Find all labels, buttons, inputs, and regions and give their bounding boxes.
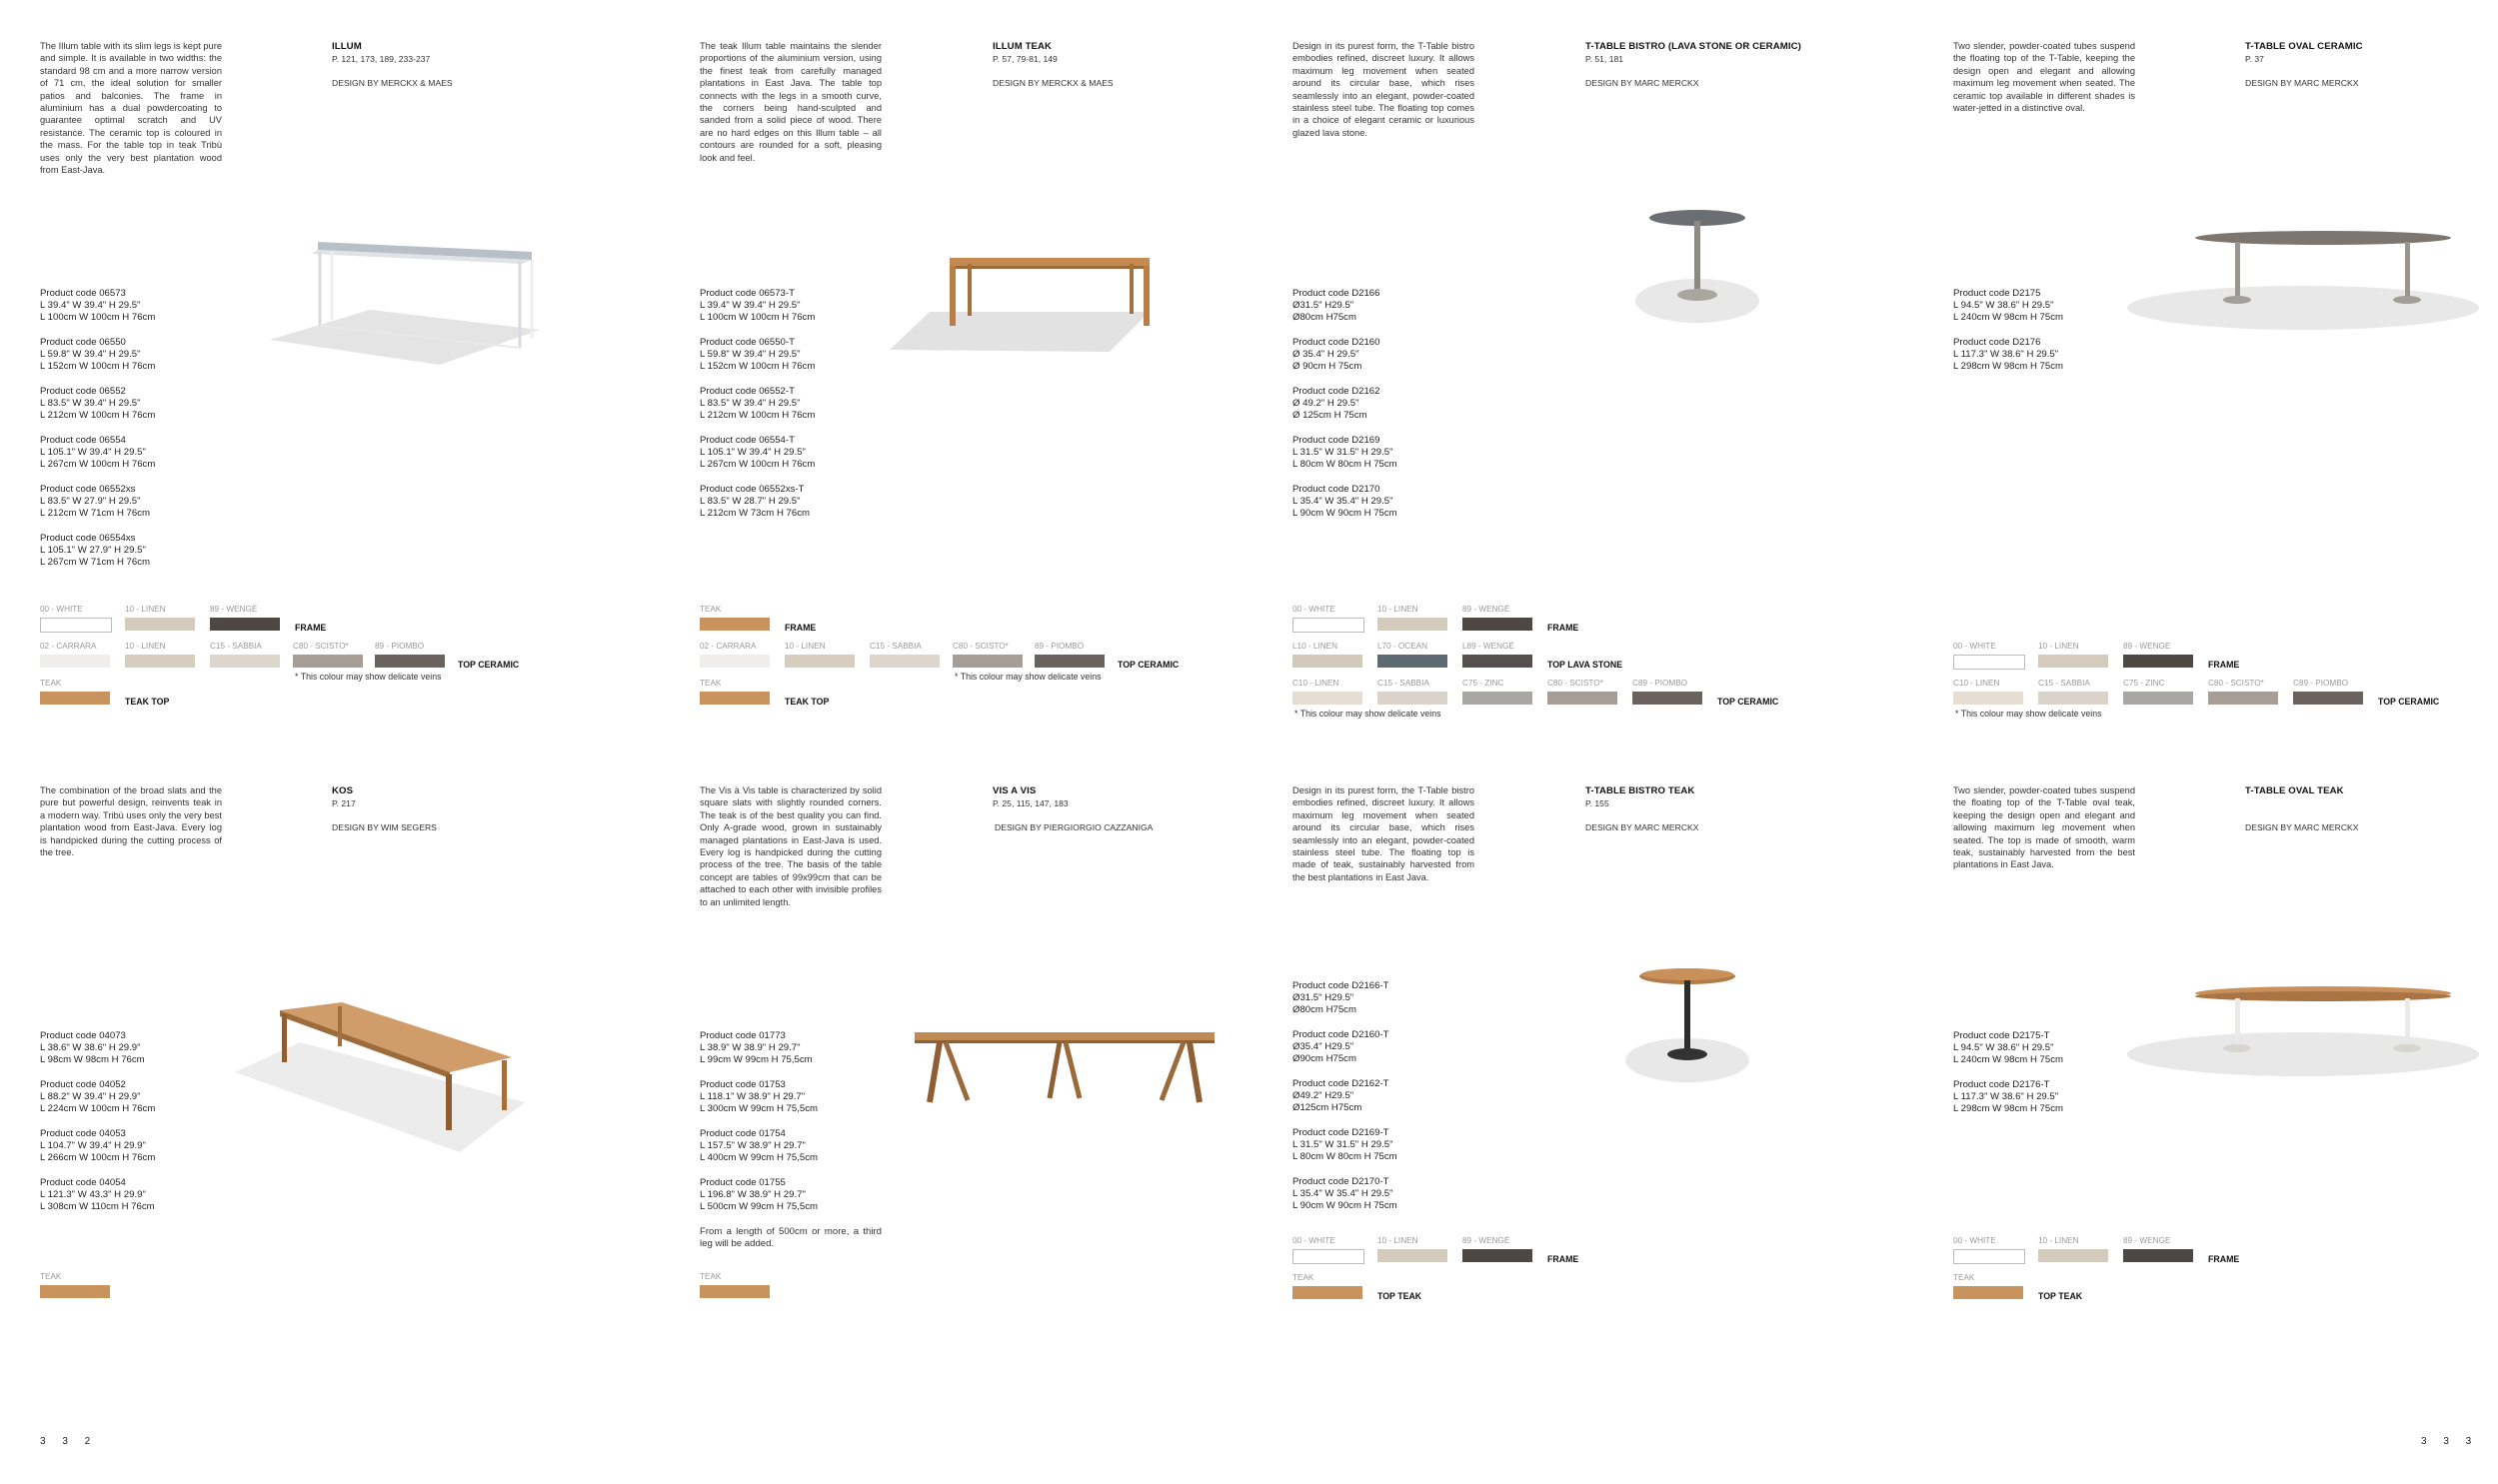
swatch-label: 89 - PIOMBO [1035, 642, 1085, 651]
swatch-label: C75 - ZINC [1462, 679, 1504, 688]
swatch-label: C89 - PIOMBO [2293, 679, 2349, 688]
product-designer: DESIGN BY MERCKX & MAES [993, 78, 1114, 88]
swatch-row-label: TOP LAVA STONE [1547, 660, 1623, 670]
swatch-label: 00 - WHITE [1292, 1236, 1335, 1245]
product-description: Design in its purest form, the T-Table bistro embodies refined, discreet luxury. It allows maximum leg movement when seated around its circular base, which rises seamlessly into an elegant, powder-coated stainless steel tube. The floating top comes in a choice of elegant ceramic or luxurious glazed lava stone. [1292, 41, 1474, 138]
swatch-label: 10 - LINEN [1377, 1236, 1418, 1245]
swatch-note: * This colour may show delicate veins [295, 672, 442, 682]
color-swatch[interactable] [1292, 618, 1364, 633]
color-swatch[interactable] [40, 692, 110, 705]
swatch-label: 89 - WENGÉ [1462, 1236, 1510, 1245]
swatch-label: TEAK [40, 1272, 62, 1281]
product-description: Two slender, powder-coated tubes suspend the floating top of the T-Table oval teak, keeping the design open and elegant and allowing maximum leg movement when seated. The top is made of smooth, warm teak, sustainably harvested from the best plantations in East Java. [1953, 785, 2135, 870]
color-swatch[interactable] [1035, 655, 1105, 668]
illum-teak-table-image [890, 250, 1170, 360]
product-code-entry: Product code 04054 L 121.3" W 43.3" H 29.9" L 308cm W 110cm H 76cm [40, 1177, 155, 1213]
product-code-entry: Product code 06552xs-T L 83.5" W 28.7" H 29.5" L 212cm W 73cm H 76cm [700, 484, 811, 520]
page-number-right: 3 3 3 [2421, 1436, 2479, 1447]
swatch-row-label: FRAME [785, 623, 817, 633]
swatch-label: TEAK [700, 1272, 722, 1281]
swatch-label: 00 - WHITE [1953, 642, 1996, 651]
product-block-illum-teak [660, 0, 1259, 740]
product-title: KOS [332, 785, 354, 796]
swatch-label: TEAK [40, 679, 62, 688]
swatch-label: C15 - SABBIA [210, 642, 262, 651]
product-code-entry: Product code D2170-T L 35.4" W 35.4" H 29.5" L 90cm W 90cm H 75cm [1292, 1176, 1397, 1212]
product-codes [40, 288, 155, 582]
product-title: ILLUM [332, 41, 362, 52]
color-swatch[interactable] [40, 618, 112, 633]
swatch-label: C80 - SCISTO* [1547, 679, 1603, 688]
product-code-entry: Product code 01773 L 38.9" W 38.9" H 29.7" L 99cm W 99cm H 75,5cm [700, 1030, 813, 1066]
swatch-label: C15 - SABBIA [2038, 679, 2090, 688]
color-swatch[interactable] [700, 655, 770, 668]
product-code-entry: Product code 06552xs L 83.5" W 27.9" H 29.5" L 212cm W 71cm H 76cm [40, 484, 151, 520]
product-code-entry: Product code D2176 L 117.3" W 38.6" H 29.5" L 298cm W 98cm H 75cm [1953, 337, 2064, 373]
product-code-entry: Product code D2175-T L 94.5" W 38.6" H 29.5" L 240cm W 98cm H 75cm [1953, 1030, 2064, 1066]
swatch-row-label: FRAME [1547, 1254, 1579, 1264]
swatch-label: C80 - SCISTO* [953, 642, 1009, 651]
swatch-label: 89 - WENGÉ [210, 605, 258, 614]
swatch-label: 00 - WHITE [1953, 1236, 1996, 1245]
product-code-entry: Product code D2170 L 35.4" W 35.4" H 29.5" L 90cm W 90cm H 75cm [1292, 484, 1397, 520]
product-page-refs: P. 121, 173, 189, 233-237 [332, 54, 431, 64]
product-designer: DESIGN BY MARC MERCKX [1585, 822, 1699, 832]
color-swatch[interactable] [1953, 692, 2023, 705]
swatch-label: C80 - SCISTO* [2208, 679, 2264, 688]
swatch-label: L89 - WENGÉ [1462, 642, 1514, 651]
color-swatch[interactable] [210, 618, 280, 631]
t-table-bistro-teak-image [1607, 964, 1767, 1084]
color-swatch[interactable] [785, 655, 855, 668]
color-swatch[interactable] [1292, 1286, 1362, 1299]
color-swatch[interactable] [1632, 692, 1702, 705]
swatch-row-label: TOP CERAMIC [1118, 660, 1180, 670]
product-code-entry: Product code 04073 L 38.6" W 38.6" H 29.9" L 98cm W 98cm H 76cm [40, 1030, 145, 1066]
color-swatch[interactable] [2208, 692, 2278, 705]
swatch-row-label: TOP TEAK [2038, 1291, 2083, 1301]
swatch-label: 89 - WENGE [2123, 642, 2171, 651]
color-swatch[interactable] [1547, 692, 1617, 705]
color-swatch[interactable] [1462, 1249, 1532, 1262]
swatch-label: L70 - OCEAN [1377, 642, 1428, 651]
swatch-row-label: FRAME [295, 623, 327, 633]
swatch-label: C15 - SABBIA [1377, 679, 1429, 688]
product-code-entry: Product code D2169 L 31.5" W 31.5" H 29.5" L 80cm W 80cm H 75cm [1292, 435, 1397, 471]
color-swatch[interactable] [2123, 655, 2193, 668]
product-description: Design in its purest form, the T-Table bistro embodies refined, discreet luxury. It allows maximum leg movement when seated around its circular base, which rises seamlessly into an elegant, powder-coated stainless steel tube. The floating top is made of teak, sustainably harvested from the best plantations in East Java. [1292, 785, 1474, 882]
swatch-label: C10 - LINEN [1953, 679, 2000, 688]
color-swatch[interactable] [375, 655, 445, 668]
product-designer: DESIGN BY MARC MERCKX [2245, 822, 2359, 832]
product-code-entry: Product code 06552-T L 83.5" W 39.4" H 29.5" L 212cm W 100cm H 76cm [700, 386, 816, 422]
kos-table-image [230, 1002, 530, 1162]
swatch-label: TEAK [700, 679, 722, 688]
color-swatch[interactable] [1292, 1249, 1364, 1264]
vis-a-vis-table-image [910, 1030, 1220, 1110]
product-code-entry: Product code D2169-T L 31.5" W 31.5" H 29.5" L 80cm W 80cm H 75cm [1292, 1127, 1397, 1163]
swatch-label: 89 - WENGÉ [1462, 605, 1510, 614]
product-codes [40, 1030, 155, 1226]
color-swatch[interactable] [2038, 655, 2108, 668]
product-code-entry: Product code D2166 Ø31.5" H29.5" Ø80cm H75cm [1292, 288, 1380, 324]
color-swatch[interactable] [1462, 655, 1532, 668]
product-block-t-table-bistro-teak [1252, 744, 1892, 1344]
color-swatch[interactable] [2293, 692, 2363, 705]
swatch-label: TEAK [1953, 1273, 1975, 1282]
product-code-entry: Product code D2160-T Ø35.4" H29.5" Ø90cm H75cm [1292, 1029, 1389, 1065]
swatch-row-label: TEAK TOP [785, 697, 830, 707]
product-page-refs: P. 37 [2245, 54, 2264, 64]
product-code-entry: Product code 06554 L 105.1" W 39.4" H 29.5" L 267cm W 100cm H 76cm [40, 435, 156, 471]
product-description: The Vis à Vis table is characterized by solid square slats with slightly rounded corners. The teak is of the best quality you can find. Only A-grade wood, grown in sustainably managed plantations in East-Java is used. Every log is handpicked during the cutting process of the tree. The basis of the table concept are tables of 99x99cm that can be attached to each other with invisible profiles to an unlimited length. [700, 785, 882, 907]
product-description: Two slender, powder-coated tubes suspend the floating top of the T-Table, keeping the design open and elegant and allowing maximum leg movement when seated. The ceramic top available in different shades is water-jetted in a distinctive oval. [1953, 41, 2135, 114]
color-swatch[interactable] [700, 1285, 770, 1298]
product-page-refs: P. 155 [1585, 798, 1609, 808]
color-swatch[interactable] [870, 655, 940, 668]
swatch-row-label: TOP CERAMIC [1717, 697, 1779, 707]
product-codes [1292, 288, 1397, 533]
swatch-label: L10 - LINEN [1292, 642, 1338, 651]
product-designer: DESIGN BY MARC MERCKX [2245, 78, 2359, 88]
color-swatch[interactable] [125, 655, 195, 668]
product-page-refs: P. 51, 181 [1585, 54, 1624, 64]
color-swatch[interactable] [1377, 1249, 1447, 1262]
color-swatch[interactable] [2123, 692, 2193, 705]
color-swatch[interactable] [2038, 692, 2108, 705]
product-code-entry: Product code 06550 L 59.8" W 39.4" H 29.5" L 152cm W 100cm H 76cm [40, 337, 156, 373]
swatch-label: 10 - LINEN [125, 642, 166, 651]
product-code-entry: Product code 06552 L 83.5" W 39.4" H 29.5" L 212cm W 100cm H 76cm [40, 386, 156, 422]
swatch-row-label: TOP CERAMIC [2378, 697, 2440, 707]
product-page-refs: P. 217 [332, 798, 356, 808]
product-page-refs: P. 57, 79-81, 149 [993, 54, 1058, 64]
color-swatch[interactable] [1377, 618, 1447, 631]
product-code-entry: Product code 06554xs L 105.1" W 27.9" H 29.5" L 267cm W 71cm H 76cm [40, 533, 151, 569]
color-swatch[interactable] [210, 655, 280, 668]
swatch-label: 10 - LINEN [785, 642, 826, 651]
product-extra-note: From a length of 500cm or more, a third leg will be added. [700, 1226, 882, 1250]
product-designer: DESIGN BY MERCKX & MAES [332, 78, 453, 88]
product-code-entry: Product code 06573-T L 39.4" W 39.4" H 29.5" L 100cm W 100cm H 76cm [700, 288, 816, 324]
swatch-label: 02 - CARRARA [700, 642, 757, 651]
product-code-entry: Product code D2160 Ø 35.4" H 29.5" Ø 90cm H 75cm [1292, 337, 1380, 373]
product-codes [700, 288, 815, 533]
product-code-entry: Product code 06554-T L 105.1" W 39.4" H 29.5" L 267cm W 100cm H 76cm [700, 435, 816, 471]
product-title: T-TABLE BISTRO TEAK [1585, 785, 1695, 796]
product-title: T-TABLE BISTRO (LAVA STONE OR CERAMIC) [1585, 41, 1801, 52]
product-code-entry: Product code 06573 L 39.4" W 39.4" H 29.5" L 100cm W 100cm H 76cm [40, 288, 156, 324]
product-block-vis-a-vis [660, 744, 1259, 1344]
product-title: ILLUM TEAK [993, 41, 1053, 52]
color-swatch[interactable] [1953, 655, 2025, 670]
color-swatch[interactable] [2123, 1249, 2193, 1262]
swatch-label: 10 - LINEN [125, 605, 166, 614]
swatch-label: C89 - PIOMBO [1632, 679, 1688, 688]
swatch-row-label: TEAK TOP [125, 697, 170, 707]
product-page-refs: P. 25, 115, 147, 183 [993, 798, 1069, 808]
swatch-label: C10 - LINEN [1292, 679, 1339, 688]
swatch-row-label: TOP CERAMIC [458, 660, 520, 670]
swatch-label: 10 - LINEN [2038, 642, 2079, 651]
swatch-label: 10 - LINEN [1377, 605, 1418, 614]
swatch-row-label: TOP TEAK [1377, 1291, 1422, 1301]
swatch-label: 10 - LINEN [2038, 1236, 2079, 1245]
product-codes [1953, 1030, 2063, 1128]
product-block-t-table-bistro [1252, 0, 1892, 740]
product-code-entry: Product code D2176-T L 117.3" W 38.6" H 29.5" L 298cm W 98cm H 75cm [1953, 1079, 2064, 1115]
color-swatch[interactable] [953, 655, 1023, 668]
color-swatch[interactable] [40, 655, 110, 668]
swatch-note: * This colour may show delicate veins [1294, 709, 1441, 719]
color-swatch[interactable] [1462, 618, 1532, 631]
swatch-label: TEAK [1292, 1273, 1314, 1282]
product-title: VIS A VIS [993, 785, 1037, 796]
swatch-label: 02 - CARRARA [40, 642, 97, 651]
product-title: T-TABLE OVAL CERAMIC [2245, 41, 2363, 52]
t-table-bistro-image [1622, 205, 1772, 325]
color-swatch[interactable] [1377, 655, 1447, 668]
swatch-label: C15 - SABBIA [870, 642, 922, 651]
swatch-label: C80 - SCISTO* [293, 642, 349, 651]
product-block-kos [0, 744, 640, 1344]
product-block-t-table-oval-ceramic [1913, 0, 2498, 740]
swatch-row-label: FRAME [2208, 1254, 2240, 1264]
color-swatch[interactable] [700, 692, 770, 705]
color-swatch[interactable] [1462, 692, 1532, 705]
product-code-entry: Product code 01755 L 196.8" W 38.9" H 29.7" L 500cm W 99cm H 75,5cm [700, 1177, 819, 1213]
swatch-label: 89 - PIOMBO [375, 642, 425, 651]
color-swatch[interactable] [1953, 1286, 2023, 1299]
product-code-entry: Product code 01753 L 118.1" W 38.9" H 29.7" L 300cm W 99cm H 75,5cm [700, 1079, 819, 1115]
color-swatch[interactable] [1292, 655, 1362, 668]
color-swatch[interactable] [40, 1285, 110, 1298]
swatch-label: 89 - WENGE [2123, 1236, 2171, 1245]
product-code-entry: Product code D2162-T Ø49.2" H29.5" Ø125cm H75cm [1292, 1078, 1389, 1114]
product-description: The teak Illum table maintains the slender proportions of the aluminium version, using the finest teak from carefully managed plantations in East Java. The table top connects with the legs in a smooth curve, the corners being hand-sculpted and sanded from a solid piece of wood. There are no hard edges on this Illum table – all contours are rounded for a soft, pleasing look and feel. [700, 41, 882, 163]
product-code-entry: Product code D2175 L 94.5" W 38.6" H 29.5" L 240cm W 98cm H 75cm [1953, 288, 2064, 324]
product-codes [1953, 288, 2063, 386]
product-code-entry: Product code 06550-T L 59.8" W 39.4" H 29.5" L 152cm W 100cm H 76cm [700, 337, 816, 373]
swatch-label: TEAK [700, 605, 722, 614]
product-code-entry: Product code 01754 L 157.5" W 38.9" H 29.7" L 400cm W 99cm H 75,5cm [700, 1128, 819, 1164]
illum-table-image [270, 230, 550, 370]
product-designer: DESIGN BY WIM SEGERS [332, 822, 437, 832]
color-swatch[interactable] [1953, 1249, 2025, 1264]
swatch-row-label: FRAME [1547, 623, 1579, 633]
product-description: The Illum table with its slim legs is kept pure and simple. It is available in two widths: the standard 98 cm and a more narrow version of 71 cm, the ideal solution for smaller patios and balconies. The frame in aluminium has a dual powdercoating to guarantee optimal scratch and UV resistance. The ceramic top is coloured in the mass. For the table top in teak Tribù uses only the very best plantation wood from East-Java. [40, 41, 222, 176]
product-block-illum [0, 0, 640, 740]
product-code-entry: Product code 04053 L 104.7" W 39.4" H 29.9" L 266cm W 100cm H 76cm [40, 1128, 156, 1164]
swatch-label: 00 - WHITE [1292, 605, 1335, 614]
swatch-label: C75 - ZINC [2123, 679, 2165, 688]
product-designer: DESIGN BY PIERGIORGIO CAZZANIGA [995, 822, 1154, 832]
swatch-label: 00 - WHITE [40, 605, 83, 614]
product-code-entry: Product code D2162 Ø 49.2" H 29.5" Ø 125cm H 75cm [1292, 386, 1380, 422]
swatch-row-label: FRAME [2208, 660, 2240, 670]
t-table-oval-ceramic-image [2123, 228, 2483, 338]
product-code-entry: Product code D2166-T Ø31.5" H29.5" Ø80cm H75cm [1292, 980, 1389, 1016]
color-swatch[interactable] [700, 618, 770, 631]
swatch-note: * This colour may show delicate veins [955, 672, 1102, 682]
product-designer: DESIGN BY MARC MERCKX [1585, 78, 1699, 88]
product-title: T-TABLE OVAL TEAK [2245, 785, 2344, 796]
product-codes [700, 1030, 882, 1251]
color-swatch[interactable] [1377, 692, 1447, 705]
page-number-left: 3 3 2 [40, 1436, 98, 1447]
product-description: The combination of the broad slats and the pure but powerful design, reinvents teak in a modern way. Tribù uses only the very best plantation wood from East-Java. Every log is handpicked during the cutting process of the tree. [40, 785, 222, 858]
t-table-oval-teak-image [2123, 984, 2483, 1084]
color-swatch[interactable] [125, 618, 195, 631]
color-swatch[interactable] [1292, 692, 1362, 705]
color-swatch[interactable] [293, 655, 363, 668]
product-block-t-table-oval-teak [1913, 744, 2498, 1344]
color-swatch[interactable] [2038, 1249, 2108, 1262]
product-code-entry: Product code 04052 L 88.2" W 39.4" H 29.9" L 224cm W 100cm H 76cm [40, 1079, 156, 1115]
swatch-note: * This colour may show delicate veins [1955, 709, 2102, 719]
product-codes [1292, 980, 1397, 1225]
